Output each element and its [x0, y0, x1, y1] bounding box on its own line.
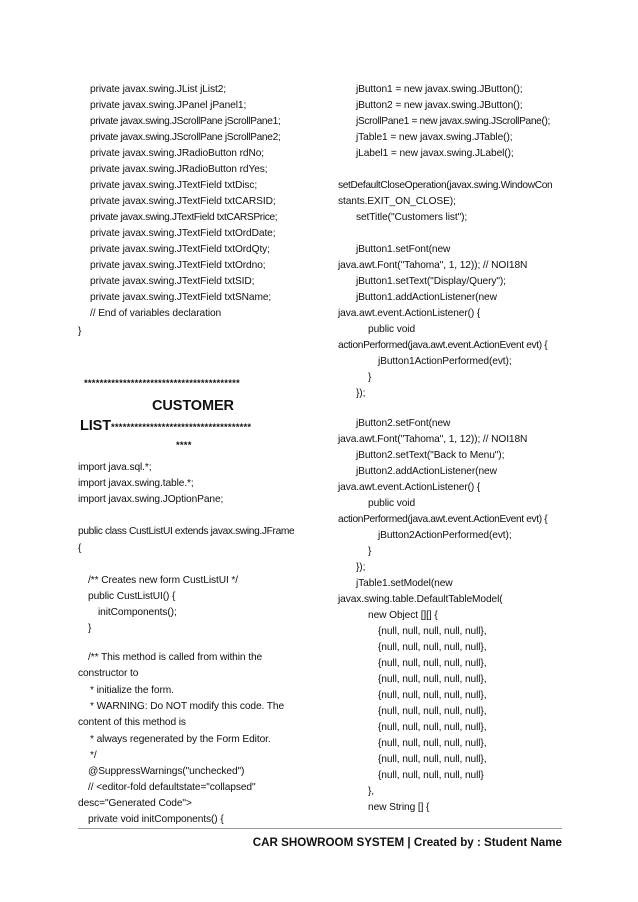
code-line-right: jLabel1 = new javax.swing.JLabel();: [356, 148, 514, 159]
code-line-right: java.awt.Font("Tahoma", 1, 12)); // NOI18N: [338, 434, 528, 445]
code-line-right: public void: [368, 498, 416, 509]
code-line-left: private javax.swing.JRadioButton rdNo;: [90, 148, 265, 159]
code-line-left: public class CustListUI extends javax.swing.JFrame: [78, 526, 295, 537]
code-line-left: private javax.swing.JList jList2;: [90, 84, 226, 95]
code-line-left: * WARNING: Do NOT modify this code. The: [90, 701, 285, 712]
code-line-right: });: [356, 388, 366, 399]
code-line-right: {null, null, null, null, null},: [378, 690, 487, 701]
page-footer: CAR SHOWROOM SYSTEM | Created by : Student Name: [252, 836, 562, 849]
code-line-left: private javax.swing.JRadioButton rdYes;: [90, 164, 268, 175]
code-line-right: {null, null, null, null, null},: [378, 642, 487, 653]
code-line-right: jButton1.setText("Display/Query");: [356, 276, 506, 287]
code-line-left: private javax.swing.JScrollPane jScrollPane1;: [90, 116, 281, 127]
code-line-left: // End of variables declaration: [90, 308, 222, 319]
code-line-left: ****************************************: [84, 378, 240, 389]
code-line-right: {null, null, null, null, null},: [378, 674, 487, 685]
code-line-right: public void: [368, 324, 416, 335]
code-line-left: }: [78, 326, 82, 337]
code-line-left: private javax.swing.JTextField txtCARSID;: [90, 196, 276, 207]
code-line-left: private javax.swing.JTextField txtOrdQty;: [90, 244, 270, 255]
code-line-left: import java.sql.*;: [78, 462, 152, 473]
code-line-left: private javax.swing.JTextField txtCARSPrice;: [90, 212, 278, 223]
code-line-left: /** Creates new form CustListUI */: [88, 575, 239, 586]
code-line-right: {null, null, null, null, null},: [378, 738, 487, 749]
code-line-right: jButton1ActionPerformed(evt);: [378, 356, 512, 367]
code-line-right: },: [368, 786, 375, 797]
code-line-left: private javax.swing.JTextField txtOrdDate;: [90, 228, 276, 239]
code-line-left: private javax.swing.JTextField txtDisc;: [90, 180, 258, 191]
code-line-right: {null, null, null, null, null},: [378, 658, 487, 669]
code-line-right: jTable1 = new javax.swing.JTable();: [356, 132, 513, 143]
code-line-left: desc="Generated Code">: [78, 798, 192, 809]
code-line-right: jButton2.setFont(new: [356, 418, 451, 429]
code-line-right: jButton2 = new javax.swing.JButton();: [356, 100, 523, 111]
code-line-right: new Object [][] {: [368, 610, 438, 621]
code-line-right: jScrollPane1 = new javax.swing.JScrollPane();: [356, 116, 551, 127]
code-line-left: ****: [176, 440, 192, 451]
code-line-left: LIST************************************: [80, 418, 252, 434]
code-line-left: private javax.swing.JTextField txtOrdno;: [90, 260, 266, 271]
code-line-right: java.awt.event.ActionListener() {: [338, 482, 481, 493]
code-line-right: {null, null, null, null, null}: [378, 770, 484, 781]
code-line-left: public CustListUI() {: [88, 591, 176, 602]
code-line-left: private javax.swing.JScrollPane jScrollPane2;: [90, 132, 281, 143]
code-line-right: }: [368, 546, 372, 557]
code-line-left: }: [88, 623, 92, 634]
code-line-right: java.awt.event.ActionListener() {: [338, 308, 481, 319]
code-line-right: actionPerformed(java.awt.event.ActionEvent evt) {: [338, 340, 548, 351]
code-line-left: private void initComponents() {: [88, 814, 224, 825]
code-line-right: {null, null, null, null, null},: [378, 722, 487, 733]
code-line-left: /** This method is called from within the: [88, 652, 263, 663]
code-line-left: initComponents();: [98, 607, 177, 618]
code-line-left: constructor to: [78, 668, 139, 679]
code-line-right: jButton2ActionPerformed(evt);: [378, 530, 512, 541]
code-line-left: content of this method is: [78, 717, 186, 728]
code-line-right: }: [368, 372, 372, 383]
code-line-right: {null, null, null, null, null},: [378, 626, 487, 637]
code-line-left: import javax.swing.table.*;: [78, 478, 194, 489]
code-line-right: javax.swing.table.DefaultTableModel(: [338, 594, 503, 605]
code-line-left: * always regenerated by the Form Editor.: [90, 734, 271, 745]
footer-divider: [78, 828, 562, 829]
code-line-right: stants.EXIT_ON_CLOSE);: [338, 196, 456, 207]
code-line-right: actionPerformed(java.awt.event.ActionEvent evt) {: [338, 514, 548, 525]
code-line-right: setTitle("Customers list");: [356, 212, 468, 223]
code-line-left: import javax.swing.JOptionPane;: [78, 494, 224, 505]
code-line-right: jButton1.addActionListener(new: [356, 292, 497, 303]
code-line-left: CUSTOMER: [152, 398, 234, 414]
code-line-right: jButton1 = new javax.swing.JButton();: [356, 84, 523, 95]
code-line-right: setDefaultCloseOperation(javax.swing.WindowCon: [338, 180, 553, 191]
code-line-right: jButton2.setText("Back to Menu");: [356, 450, 505, 461]
code-line-left: {: [78, 543, 82, 554]
code-line-right: new String [] {: [368, 802, 430, 813]
code-line-right: {null, null, null, null, null},: [378, 754, 487, 765]
code-line-right: });: [356, 562, 366, 573]
code-line-left: */: [90, 750, 97, 761]
code-line-left: @SuppressWarnings("unchecked"): [88, 766, 245, 777]
code-line-left: private javax.swing.JTextField txtSID;: [90, 276, 255, 287]
code-line-left: // <editor-fold defaultstate="collapsed": [88, 782, 256, 793]
code-line-right: {null, null, null, null, null},: [378, 706, 487, 717]
code-line-left: * initialize the form.: [90, 685, 174, 696]
code-line-right: java.awt.Font("Tahoma", 1, 12)); // NOI18N: [338, 260, 528, 271]
code-line-left: private javax.swing.JPanel jPanel1;: [90, 100, 247, 111]
code-line-right: jButton2.addActionListener(new: [356, 466, 497, 477]
code-line-left: private javax.swing.JTextField txtSName;: [90, 292, 272, 303]
code-line-right: jButton1.setFont(new: [356, 244, 451, 255]
code-line-right: jTable1.setModel(new: [356, 578, 453, 589]
heading-stars: ************************************: [111, 422, 252, 433]
